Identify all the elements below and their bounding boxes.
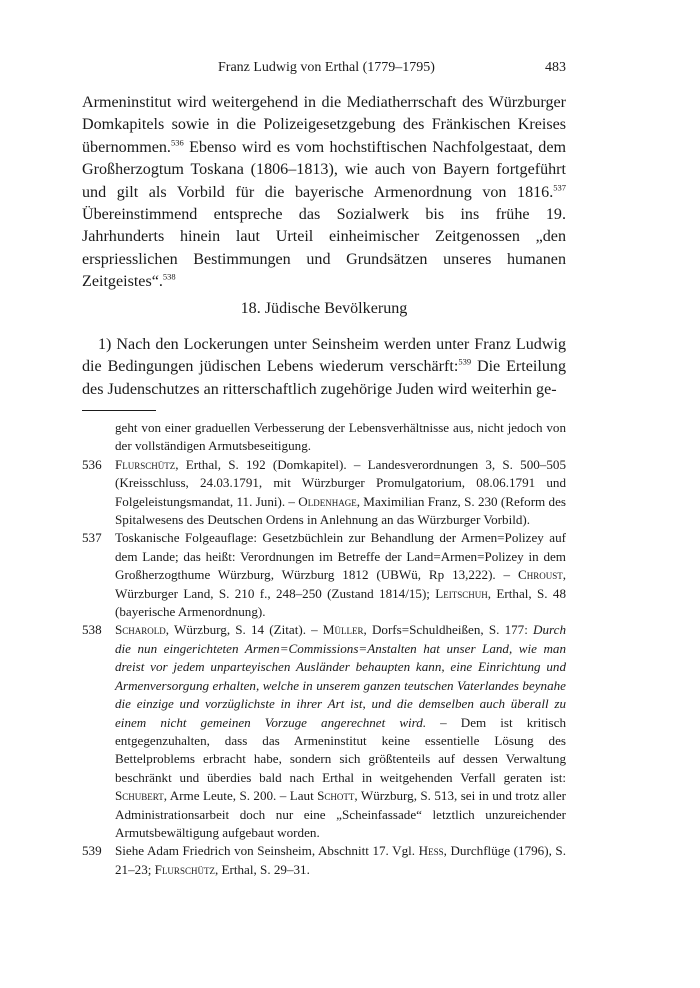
footnote-536: 536 Flurschütz, Erthal, S. 192 (Domkapitel). – Landesverordnungen 3, S. 500–505 (Kreisschluss, 24.03.1791, mit Würzburger Promulgatorium, 08.06.1791 und Folgeleistungsmandat, 11. Juni). – Oldenhage, Maximilian Franz, S. 230 (Reform des Spitalwesens des Deutschen Ordens in Anlehnung an das Würzburger Vorbild). (82, 456, 566, 530)
running-title: Franz Ludwig von Erthal (1779–1795) (218, 60, 435, 75)
footnote-ref-539[interactable]: 539 (458, 357, 472, 368)
body-paragraph-2: 1) Nach den Lockerungen unter Seinsheim werden unter Franz Ludwig die Bedingungen jüdischen Lebens wiederum verschärft:$^{539}$ Die Erteilung des Judenschutzes an ritterschaftlich zugehörige Juden wird weiterhin ge- (82, 336, 566, 398)
footnote-number: 538 (82, 622, 102, 638)
footnote-538: 538 Scharold, Würzburg, S. 14 (Zitat). – Müller, Dorfs=Schuldheißen, S. 177: Durch die nun eingerichteten Armen=Commissions=Anstalten hat unser Land, wie man dreist vor jedem unparteyischen Ausländer behaupten kann, eine Einrichtung und Armenversorgung erhalten, welche in unserem ganzen teutschen Vaterlandes beynahe die einzige und vorzüglichste in ihrer Art ist, und die demselben auch überall zu einem nicht gemeinen Vorzuge angerechnet wird. – Dem ist kritisch entgegenzuhalten, dass das Armeninstitut keine essentielle Lösung des Bettelproblems erbracht habe, sondern sich größtenteils auf dessen Verwaltung beschränkt und überdies bald nach Erthal in weitgehenden Verfall geraten ist: Schubert, Arme Leute, S. 200. – Laut Schott, Würzburg, S. 513, sei in und trotz aller Administrationsarbeit doch nur eine „Scheinfassade“ letztlich unzureichender Armutsbewältigung aufgebaut worden. (82, 621, 566, 842)
footnote-539: 539 Siehe Adam Friedrich von Seinsheim, Abschnitt 17. Vgl. Hess, Durchflüge (1796), S. 21–23; Flurschütz, Erthal, S. 29–31. (82, 842, 566, 879)
footnote-number: 536 (82, 456, 102, 472)
footnote-ref-538[interactable]: 538 (162, 271, 176, 282)
footnote-ref-537[interactable]: 537 (553, 182, 566, 193)
footnote-ref-536[interactable]: 536 (170, 137, 184, 148)
footnotes-block (82, 419, 566, 879)
section-heading: 18. Jüdische Bevölkerung (240, 300, 408, 317)
quotation: Durch die nun eingerichteten Armen=Commissions=Anstalten hat unser Land, wie man dreist vor jedem unparteyischen Ausländer behaupten kann, eine Einrichtung und Armenversorgung erhalten, welche in unserem ganzen teutschen Vaterlandes beynahe die einzige und vorzüglichste in ihrer Art ist, und die demselben auch überall zu einem nicht gemeinen Vorzuge angerechnet wird. (115, 622, 566, 730)
page-number: 483 (545, 60, 566, 75)
footnote-continuation: geht von einer graduellen Verbesserung der Lebensverhältnisse aus, nicht jedoch von der vollständigen Armutsbeseitigung. (115, 420, 566, 454)
footnote-number: 539 (82, 843, 102, 859)
footnote-number: 537 (82, 530, 102, 546)
footnote-separator (82, 410, 156, 411)
body-paragraph-1: Armeninstitut wird weitergehend in die Mediatherrschaft des Würzburger Domkapitels sowie in die Polizeigesetzgebung des Fränkischen Kreises übernommen.$^{536}$ Ebenso wird es vom hochstiftischen Nachfolgestaat, dem Großherzogtum Toskana (1806–1813), wie auch von Bayern fortgeführt und gilt als Vorbild für die bayerische Armenordnung von 1816.$^{537}$ Übereinstimmend entspreche das Sozialwerk bis ins frühe 19. Jahrhunderts hinein laut Urteil einheimischer Zeitgenossen „den erspriesslichen Bestimmungen und Grundsätzen unseres humanen Zeitgeistes“.$^{538}$ (82, 94, 566, 291)
footnote-537: 537 Toskanische Folgeauflage: Gesetzbüchlein zur Behandlung der Armen=Polizey auf dem Lande; das heißt: Verordnungen im Betreffe der Land=Armen=Polizey in dem Großherzogthume Würzburg, Würzburg 1812 (UBWü, Rp 13,222). – Chroust, Würzburger Land, S. 210 f., 248–250 (Zustand 1814/15); Leitschuh, Erthal, S. 48 (bayerische Armenordnung). (82, 529, 566, 621)
